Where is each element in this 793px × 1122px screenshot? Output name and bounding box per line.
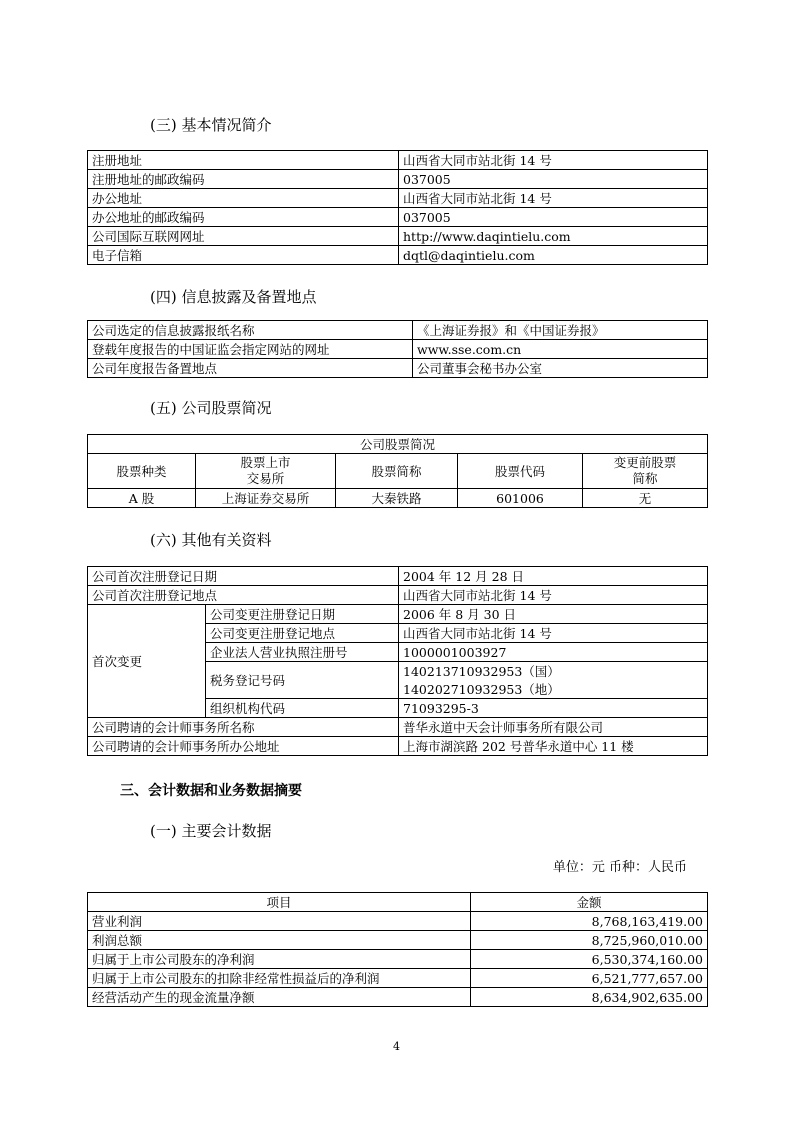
table-row bbox=[88, 227, 708, 246]
table-row bbox=[88, 321, 708, 340]
row-value: 1000001003927 bbox=[399, 643, 708, 662]
unit-currency-note: 单位：元 币种：人民币 bbox=[552, 860, 687, 875]
table-header-row bbox=[88, 893, 708, 912]
section-heading-disclosure: (四) 信息披露及备置地点 bbox=[150, 288, 317, 306]
row-label: 组织机构代码 bbox=[206, 699, 399, 718]
row-label: 公司聘请的会计师事务所名称 bbox=[88, 718, 399, 737]
column-header: 金额 bbox=[471, 893, 708, 912]
table-row bbox=[88, 567, 708, 586]
row-value: 山西省大同市站北街 14 号 bbox=[399, 624, 708, 643]
row-label: 归属于上市公司股东的净利润 bbox=[88, 950, 471, 969]
column-header: 股票简称 bbox=[336, 454, 458, 489]
table-row bbox=[88, 586, 708, 605]
table-row bbox=[88, 950, 708, 969]
row-value: 普华永道中天会计师事务所有限公司 bbox=[399, 718, 708, 737]
row-value: 山西省大同市站北街 14 号 bbox=[399, 586, 708, 605]
table-row bbox=[88, 605, 708, 624]
table-row bbox=[88, 170, 708, 189]
row-label: 登载年度报告的中国证监会指定网站的网址 bbox=[88, 340, 413, 359]
row-amount: 8,634,902,635.00 bbox=[471, 988, 708, 1007]
column-header: 股票上市 交易所 bbox=[196, 454, 336, 489]
table-row bbox=[88, 489, 708, 508]
row-value: www.sse.com.cn bbox=[413, 340, 708, 359]
stock-table bbox=[87, 434, 708, 508]
row-value: 2004 年 12 月 28 日 bbox=[399, 567, 708, 586]
row-amount: 6,521,777,657.00 bbox=[471, 969, 708, 988]
row-label: 公司首次注册登记日期 bbox=[88, 567, 399, 586]
row-label: 电子信箱 bbox=[88, 246, 399, 265]
stock-previous-name: 无 bbox=[583, 489, 708, 508]
table-row bbox=[88, 359, 708, 378]
row-value: 上海市湖滨路 202 号普华永道中心 11 楼 bbox=[399, 737, 708, 756]
table-row bbox=[88, 151, 708, 170]
row-label: 企业法人营业执照注册号 bbox=[206, 643, 399, 662]
row-label: 办公地址的邮政编码 bbox=[88, 208, 399, 227]
stock-short-name: 大秦铁路 bbox=[336, 489, 458, 508]
row-amount: 8,768,163,419.00 bbox=[471, 912, 708, 931]
stock-exchange: 上海证券交易所 bbox=[196, 489, 336, 508]
accounting-table bbox=[87, 892, 708, 1007]
section-heading-main-accounting-data: (一) 主要会计数据 bbox=[150, 822, 272, 840]
table-row bbox=[88, 246, 708, 265]
table-row bbox=[88, 737, 708, 756]
row-label: 公司选定的信息披露报纸名称 bbox=[88, 321, 413, 340]
basic-info-table bbox=[87, 150, 708, 265]
row-label: 公司首次注册登记地点 bbox=[88, 586, 399, 605]
tax-value-local: 140202710932953（地） bbox=[399, 680, 708, 699]
row-value: 2006 年 8 月 30 日 bbox=[399, 605, 708, 624]
row-label: 公司聘请的会计师事务所办公地址 bbox=[88, 737, 399, 756]
row-label: 公司变更注册登记日期 bbox=[206, 605, 399, 624]
row-value: dqtl@daqintielu.com bbox=[399, 246, 708, 265]
column-header: 变更前股票 简称 bbox=[583, 454, 708, 489]
row-value: 71093295-3 bbox=[399, 699, 708, 718]
row-value: http://www.daqintielu.com bbox=[399, 227, 708, 246]
table-row bbox=[88, 988, 708, 1007]
row-label: 注册地址的邮政编码 bbox=[88, 170, 399, 189]
row-label: 注册地址 bbox=[88, 151, 399, 170]
row-value: 山西省大同市站北街 14 号 bbox=[399, 189, 708, 208]
row-label: 公司年度报告备置地点 bbox=[88, 359, 413, 378]
page-number: 4 bbox=[393, 1040, 400, 1053]
table-title-row bbox=[88, 435, 708, 454]
table-header-row bbox=[88, 454, 708, 489]
row-label: 公司国际互联网网址 bbox=[88, 227, 399, 246]
row-label: 税务登记号码 bbox=[206, 662, 399, 699]
table-row bbox=[88, 189, 708, 208]
other-info-table bbox=[87, 566, 708, 756]
stock-type: A 股 bbox=[88, 489, 196, 508]
table-row bbox=[88, 931, 708, 950]
row-label: 归属于上市公司股东的扣除非经常性损益后的净利润 bbox=[88, 969, 471, 988]
row-label: 办公地址 bbox=[88, 189, 399, 208]
row-label: 营业利润 bbox=[88, 912, 471, 931]
table-row bbox=[88, 340, 708, 359]
table-row bbox=[88, 718, 708, 737]
section-heading-accounting-summary: 三、会计数据和业务数据摘要 bbox=[120, 783, 302, 799]
section-heading-stock: (五) 公司股票简况 bbox=[150, 399, 272, 417]
row-value: 《上海证券报》和《中国证券报》 bbox=[413, 321, 708, 340]
stock-code: 601006 bbox=[458, 489, 583, 508]
column-header: 项目 bbox=[88, 893, 471, 912]
table-row bbox=[88, 208, 708, 227]
row-value: 山西省大同市站北街 14 号 bbox=[399, 151, 708, 170]
table-row bbox=[88, 969, 708, 988]
first-change-label: 首次变更 bbox=[88, 605, 206, 718]
table-row bbox=[88, 912, 708, 931]
section-heading-basic-info: (三) 基本情况简介 bbox=[150, 116, 272, 134]
row-value: 公司董事会秘书办公室 bbox=[413, 359, 708, 378]
row-label: 公司变更注册登记地点 bbox=[206, 624, 399, 643]
tax-value-national: 140213710932953（国） bbox=[399, 662, 708, 681]
row-label: 经营活动产生的现金流量净额 bbox=[88, 988, 471, 1007]
row-amount: 8,725,960,010.00 bbox=[471, 931, 708, 950]
stock-table-title: 公司股票简况 bbox=[88, 435, 708, 454]
row-label: 利润总额 bbox=[88, 931, 471, 950]
row-amount: 6,530,374,160.00 bbox=[471, 950, 708, 969]
disclosure-table bbox=[87, 320, 708, 378]
row-value: 037005 bbox=[399, 170, 708, 189]
section-heading-other: (六) 其他有关资料 bbox=[150, 531, 272, 549]
row-value: 037005 bbox=[399, 208, 708, 227]
column-header: 股票代码 bbox=[458, 454, 583, 489]
column-header: 股票种类 bbox=[88, 454, 196, 489]
